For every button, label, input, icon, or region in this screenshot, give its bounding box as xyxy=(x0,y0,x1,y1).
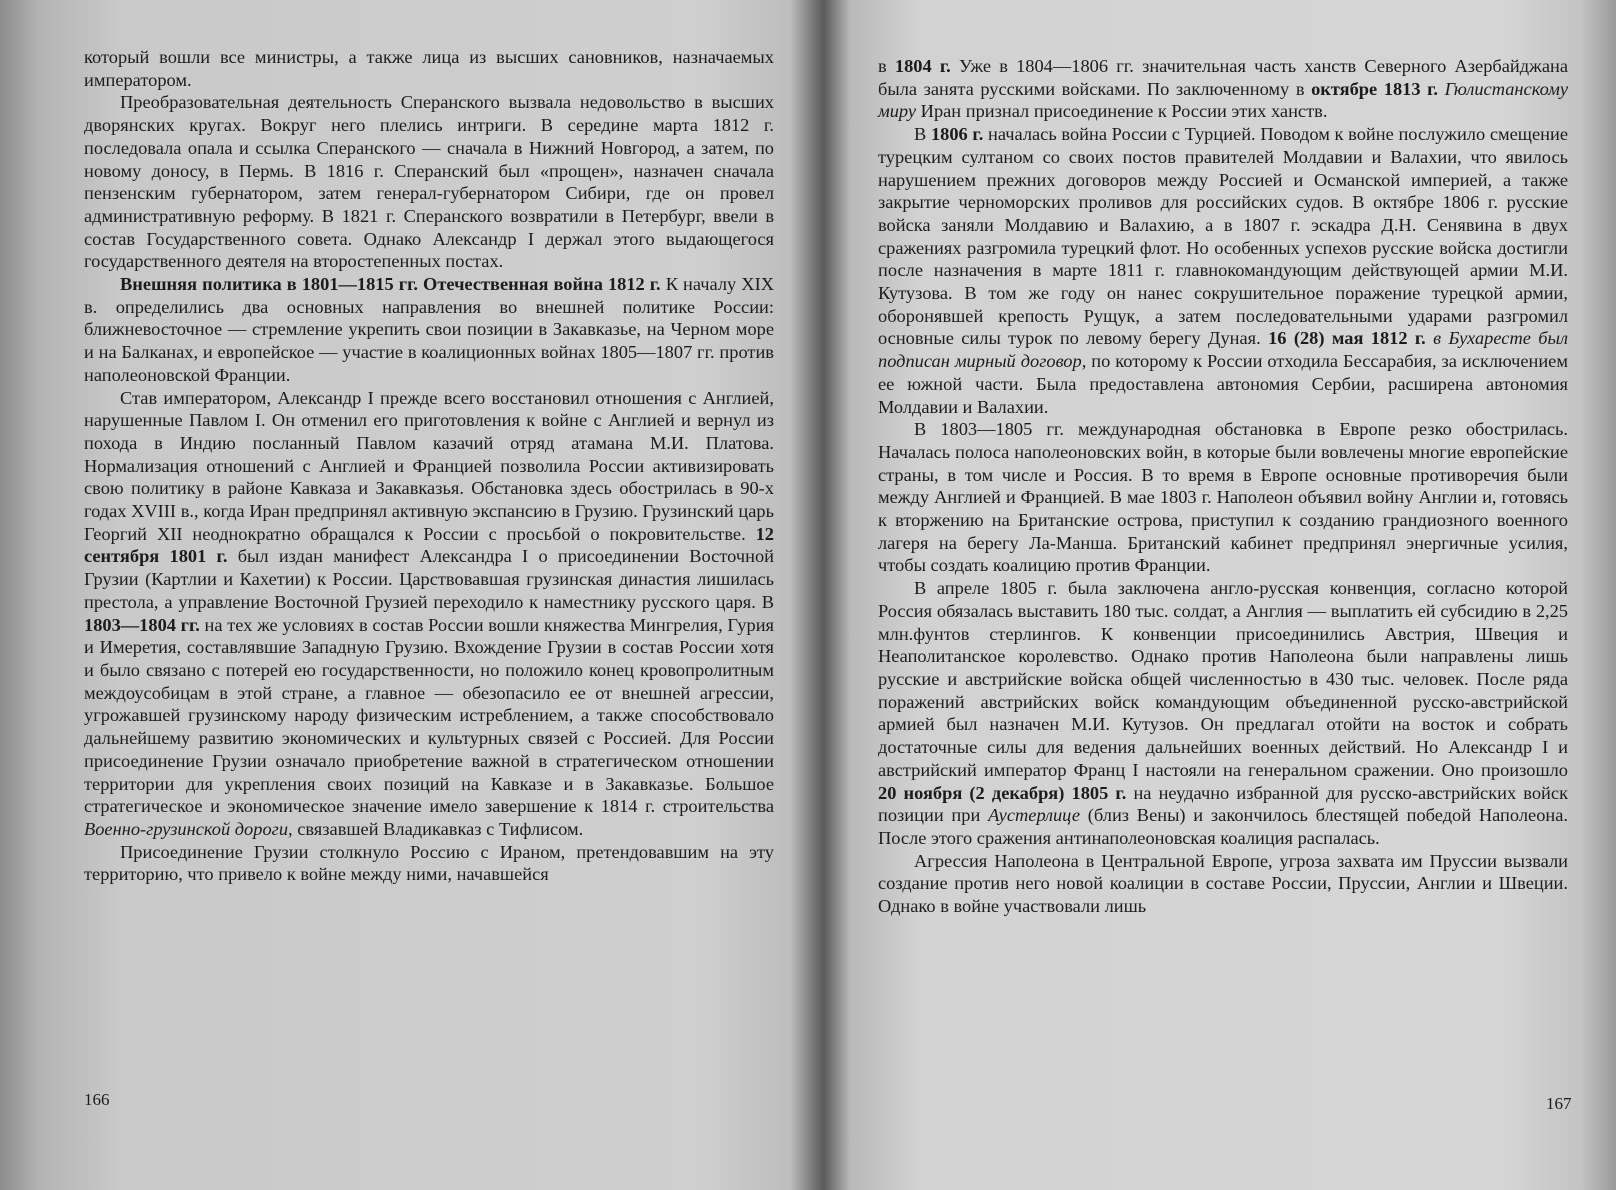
text-run: был издан манифест Александра I о присоединении Восточной Грузии (Картлии и Кахетии) к России. Царствовавшая грузинская династия лишилась престола, а управление Восточной Грузией переходило к наместнику русского царя. В xyxy=(84,546,774,612)
paragraph xyxy=(84,46,774,91)
bold-text: 12 сентября 1801 г. xyxy=(84,523,774,567)
paragraph xyxy=(878,123,1568,418)
text-run xyxy=(1438,79,1445,99)
bold-text: октябре 1813 г. xyxy=(1311,78,1438,99)
paragraph xyxy=(84,841,774,886)
italic-text: Гюлистанскому миру xyxy=(878,78,1568,122)
text-run: началась война России с Турцией. Поводом к войне послужило смещение турецким султаном со своих постов правителей Молдавии и Валахии, что явилось нарушением прежних договоров между Россией и Османской империей, а также закрытие черноморских проливов для российских судов. В октябре 1806 г. русские войска заняли Молдавию и Валахию, а в 1807 г. эскадра Д.Н. Сенявина в двух сражениях разгромила турецкий флот. Но особенных успехов русские войска достигли после назначения в марте 1811 г. главнокомандующим действующей армии М.И. Кутузова. В том же году он нанес сокрушительное поражение турецкой армии, оборонявшей крепость Рущук, а затем последовательными ударами разгромил основные силы турок по левому берегу Дуная. xyxy=(878,124,1568,349)
paragraph xyxy=(84,273,774,387)
text-run: К началу XIX в. определились два основных направления во внешней политике России: ближневосточное — стремление укрепить свои позиции в Закавказье, на Черном море и на Балканах, и европейское — участие в коалиционных войнах 1805—1807 гг. против наполеоновской Франции. xyxy=(84,274,774,385)
italic-text: Военно-грузинской дороги, xyxy=(84,818,293,839)
left-page-number: 166 xyxy=(84,1090,110,1109)
bold-text: 1806 г. xyxy=(930,124,984,145)
paragraph xyxy=(878,850,1568,918)
right-page xyxy=(826,0,1616,1190)
italic-text: в Бухаресте был подписан мирный договор, xyxy=(878,328,1568,372)
text-run: В апреле 1805 г. была заключена англо-русская конвенция, согласно которой Россия обязалась выставить 180 тыс. солдат, а Англия — выплатить ей субсидию в 2,25 млн.фунтов стерлингов. К конвенции присоединились Австрия, Швеция и Неаполитанское королевство. Однако против Наполеона были направлены лишь русские и австрийские войска общей численностью в 430 тыс. человек. После ряда поражений австрийских войск командующим объединенной русско-австрийской армией был назначен М.И. Кутузов. Он предлагал отойти на восток и собрать достаточные силы для ведения дальнейших военных действий. Но Александр I и австрийский император Франц I настояли на генеральном сражении. Оно произошло xyxy=(878,578,1568,780)
bold-text: 1803—1804 гг. xyxy=(84,614,200,635)
bold-text: 16 (28) мая 1812 г. xyxy=(1268,328,1426,349)
text-run: Став императором, Александр I прежде всего восстановил отношения с Англией, нарушенные Павлом I. Он отменил его приготовления к войне с Англией и вернул из похода в Индию посланный Павлом казачий отряд атамана М.И. Платова. Нормализация отношений с Англией и Францией позволила России активизировать свою политику в районе Кавказа и Закавказья. Обстановка здесь обострилась в 90-х годах XVIII в., когда Иран предпринял активную экспансию в Грузию. Грузинский царь Георгий XII неоднократно обращался к России с просьбой о покровительстве. xyxy=(84,387,774,544)
text-run: Присоединение Грузии столкнуло Россию с Ираном, претендовавшим на эту территорию, что привело к войне между ними, начавшейся xyxy=(84,841,774,885)
text-run: по которому к России отходила Бессарабия, за исключением ее южной части. Была предоставлена автономия Сербии, расширена автономия Молдавии и Валахии. xyxy=(878,351,1568,417)
paragraph xyxy=(84,387,774,841)
italic-text: Аустерлице xyxy=(988,805,1080,826)
paragraph xyxy=(878,418,1568,577)
bold-text: 20 ноября (2 декабря) 1805 г. xyxy=(878,782,1127,803)
paragraph xyxy=(878,577,1568,849)
text-run: Агрессия Наполеона в Центральной Европе, угроза захвата им Пруссии вызвали создание против него новой коалиции в составе России, Пруссии, Англии и Швеции. Однако в войне участвовали лишь xyxy=(878,850,1568,917)
paragraph xyxy=(878,55,1568,123)
text-run: Иран признал присоединение к России этих ханств. xyxy=(916,101,1328,122)
text-run: на тех же условиях в состав России вошли княжества Мингрелия, Гурия и Имеретия, составлявшие Западную Грузию. Вхождение Грузии в состав России хотя и было связано с потерей ею государственности, но положило конец кровопролитным междоусобицам в этой стране, а главное — обезопасило ее от внешней агрессии, угрожавшей грузинскому народу физическим истреблением, а также способствовало дальнейшему развитию экономических и культурных связей с Россией. Для России присоединение Грузии означало приобретение важной в стратегическом отношении территории для укрепления своих позиций на Кавказе и в Закавказье. Большое стратегическое и экономическое значение имело завершение к 1814 г. строительства xyxy=(84,614,774,817)
text-run: в xyxy=(878,56,895,76)
text-run: В 1803—1805 гг. международная обстановка в Европе резко обострилась. Началась полоса наполеоновских войн, в которые были вовлечены многие европейские страны, в том числе и Россия. В то время в Европе основные противоречия были между Англией и Францией. В мае 1803 г. Наполеон объявил войну Англии и, готовясь к вторжению на Британские острова, приступил к созданию грандиозного военного лагеря на берегу Ла-Манша. Британский кабинет предпринял энергичные усилия, чтобы создать коалицию против Франции. xyxy=(878,419,1568,576)
left-page-text xyxy=(84,46,774,886)
text-run: на неудачно избранной для русско-австрийских войск позиции при xyxy=(878,782,1568,826)
bold-text: Внешняя политика в 1801—1815 гг. Отечественная война 1812 г. xyxy=(120,274,661,295)
paragraph xyxy=(84,91,774,273)
text-run: связавшей Владикавказ с Тифлисом. xyxy=(292,818,584,839)
text-run: Преобразовательная деятельность Сперанского вызвала недовольство в высших дворянских кругах. Вокруг него плелись интриги. В середине марта 1812 г. последовала опала и ссылка Сперанского — сначала в Нижний Новгород, а затем, по новому доносу, в Пермь. В 1816 г. Сперанский был «прощен», назначен сначала пензенским губернатором, затем генерал-губернатором Сибири, где он провел административную реформу. В 1821 г. Сперанского возвратили в Петербург, ввели в состав Государственного совета. Однако Александр I держал этого выдающегося государственного деятеля на второстепенных постах. xyxy=(84,92,774,272)
right-page-text xyxy=(878,55,1568,918)
text-run: В xyxy=(914,124,931,145)
bold-text: 1804 г. xyxy=(894,56,951,76)
text-run: (близ Вены) и закончилось блестящей победой Наполеона. После этого сражения антинаполеоновская коалиция распалась. xyxy=(878,805,1568,848)
right-page-number: 167 xyxy=(1546,1094,1572,1113)
text-run: который вошли все министры, а также лица из высших сановников, назначаемых императором. xyxy=(84,47,774,90)
text-run: Уже в 1804—1806 гг. значительная часть ханств Северного Азербайджана была занята русскими войсками. По заключенному в xyxy=(878,56,1568,99)
